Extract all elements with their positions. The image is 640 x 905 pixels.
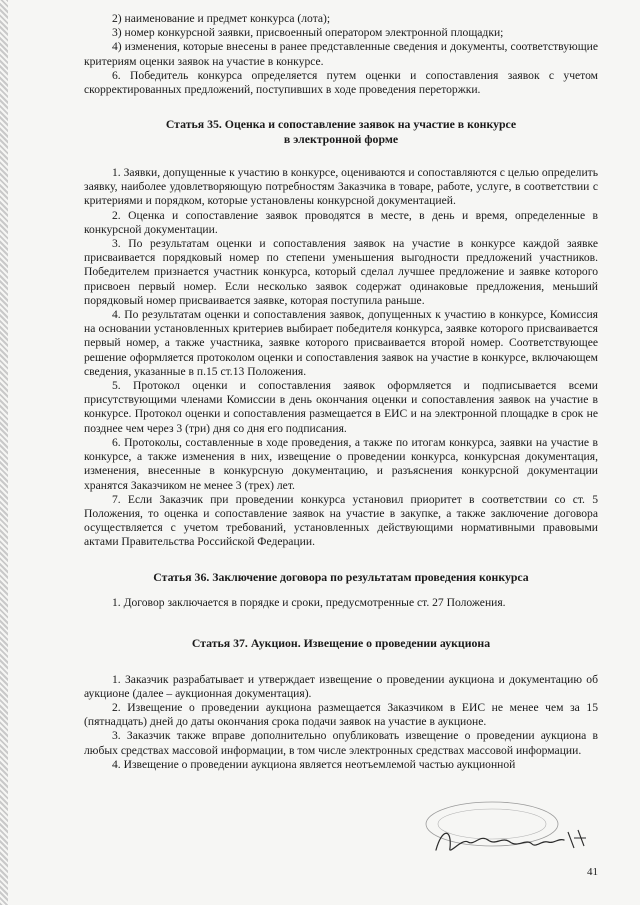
article-37-clause-1: 1. Заказчик разрабатывает и утверждает извещение о проведении аукциона и документацию об аукционе (далее – аукционная документация).	[84, 672, 598, 700]
article-35-clause-5: 5. Протокол оценки и сопоставления заявок оформляется и подписывается всеми присутствующими членами Комиссии в день окончания оценки и сопоставления заявок на участие в конкурсе. Протокол оценки и сопоставления размещается в ЕИС и на электронной площадке в срок не позднее чем через 3 (три) дня со дня его подписания.	[84, 379, 598, 435]
signature-initials	[568, 830, 586, 848]
intro-item-2: 2) наименование и предмет конкурса (лота);	[112, 12, 331, 25]
article-35-clause-7: 7. Если Заказчик при проведении конкурса установил приоритет в соответствии со ст. 5 Положения, то оценка и сопоставление заявок на участие в закупке, а также заключение договора осуществляется с учетом требований, установленных действующими нормативными правовыми актами Правительства Российской Федерации.	[84, 492, 598, 549]
article-35-clause-4: 4. По результатам оценки и сопоставления заявок, допущенных к участию в конкурсе, Комиссия на основании установленных критериев выбирает победителя конкурса, заявке которого присваивается первый номер, а также участника, заявке которого присваивается второй номер. Соответствующее решение оформляется протоколом оценки и сопоставления заявок на участие в конкурсе, включающем сведения, указанные в п.15 ст.13 Положения.	[84, 308, 598, 378]
article-37-clause-4: 4. Извещение о проведении аукциона является неотъемлемой частью аукционной	[112, 757, 516, 771]
intro-clause-6: 6. Победитель конкурса определяется путем оценки и сопоставления заявок с учетом скорректированных предложений, поступивших в ходе проведения переторжки.	[84, 68, 598, 97]
intro-item-3: 3) номер конкурсной заявки, присвоенный оператором электронной площадки;	[112, 26, 504, 40]
stamp-outline	[426, 802, 558, 846]
stamp-inner-ring	[438, 809, 546, 839]
article-35-title-line1: Статья 35. Оценка и сопоставление заявок на участие в конкурсе	[165, 117, 517, 132]
document-page	[84, 12, 598, 772]
article-35-title-line2: в электронной форме	[283, 131, 399, 146]
article-35-clause-1: 1. Заявки, допущенные к участию в конкурсе, оцениваются и сопоставляются с целью определить заявку, наиболее удовлетворяющую потребностям Заказчика в товаре, работе, услуге, в соответствии с критериями и порядком, которые установлены конкурсной документацией.	[84, 166, 598, 208]
article-37-clause-2: 2. Извещение о проведении аукциона размещается Заказчиком в ЕИС не менее чем за 15 (пятнадцать) дней до даты окончания срока подачи заявок на участие в аукционе.	[84, 700, 598, 729]
article-35-clause-6: 6. Протоколы, составленные в ходе проведения, а также по итогам конкурса, заявки на участие в конкурсе, а также изменения в них, извещение о проведении конкурса, конкурсная документация, изменения, внесенные в конкурсную документацию, и разъяснения конкурсной документации хранятся Заказчиком не менее 3 (трех) лет.	[84, 435, 598, 492]
article-36-clause-1: 1. Договор заключается в порядке и сроки, предусмотренные ст. 27 Положения.	[112, 595, 506, 609]
article-36-title: Статья 36. Заключение договора по результатам проведения конкурса	[153, 569, 529, 584]
stamp-and-signature	[418, 798, 594, 860]
signature-scribble	[436, 833, 564, 850]
article-35-clause-3: 3. По результатам оценки и сопоставления заявок на участие в конкурсе каждой заявке присваивается порядковый номер по степени уменьшения выгодности предложений участников. Победителем признается участник конкурса, который сделал лучшее предложение и заявке которого присвоен первый номер. Если несколько заявок содержат одинаковые предложения, меньший порядковый номер присваивается заявке, которая поступила раньше.	[84, 237, 598, 307]
page-number: 41	[587, 866, 598, 878]
scan-binding-edge	[0, 0, 8, 905]
article-35-title	[84, 117, 598, 146]
article-35-clause-2: 2. Оценка и сопоставление заявок проводятся в месте, в день и время, определенные в конкурсной документации.	[84, 208, 598, 236]
article-37-title: Статья 37. Аукцион. Извещение о проведении аукциона	[191, 636, 491, 651]
article-37-clause-3: 3. Заказчик также вправе дополнительно опубликовать извещение о проведении аукциона в любых средствах массовой информации, в том числе электронных средствах массовой информации.	[84, 729, 598, 757]
intro-item-4: 4) изменения, которые внесены в ранее представленные сведения и документы, соответствующие критериям оценки заявок на участие в конкурсе.	[84, 40, 598, 68]
